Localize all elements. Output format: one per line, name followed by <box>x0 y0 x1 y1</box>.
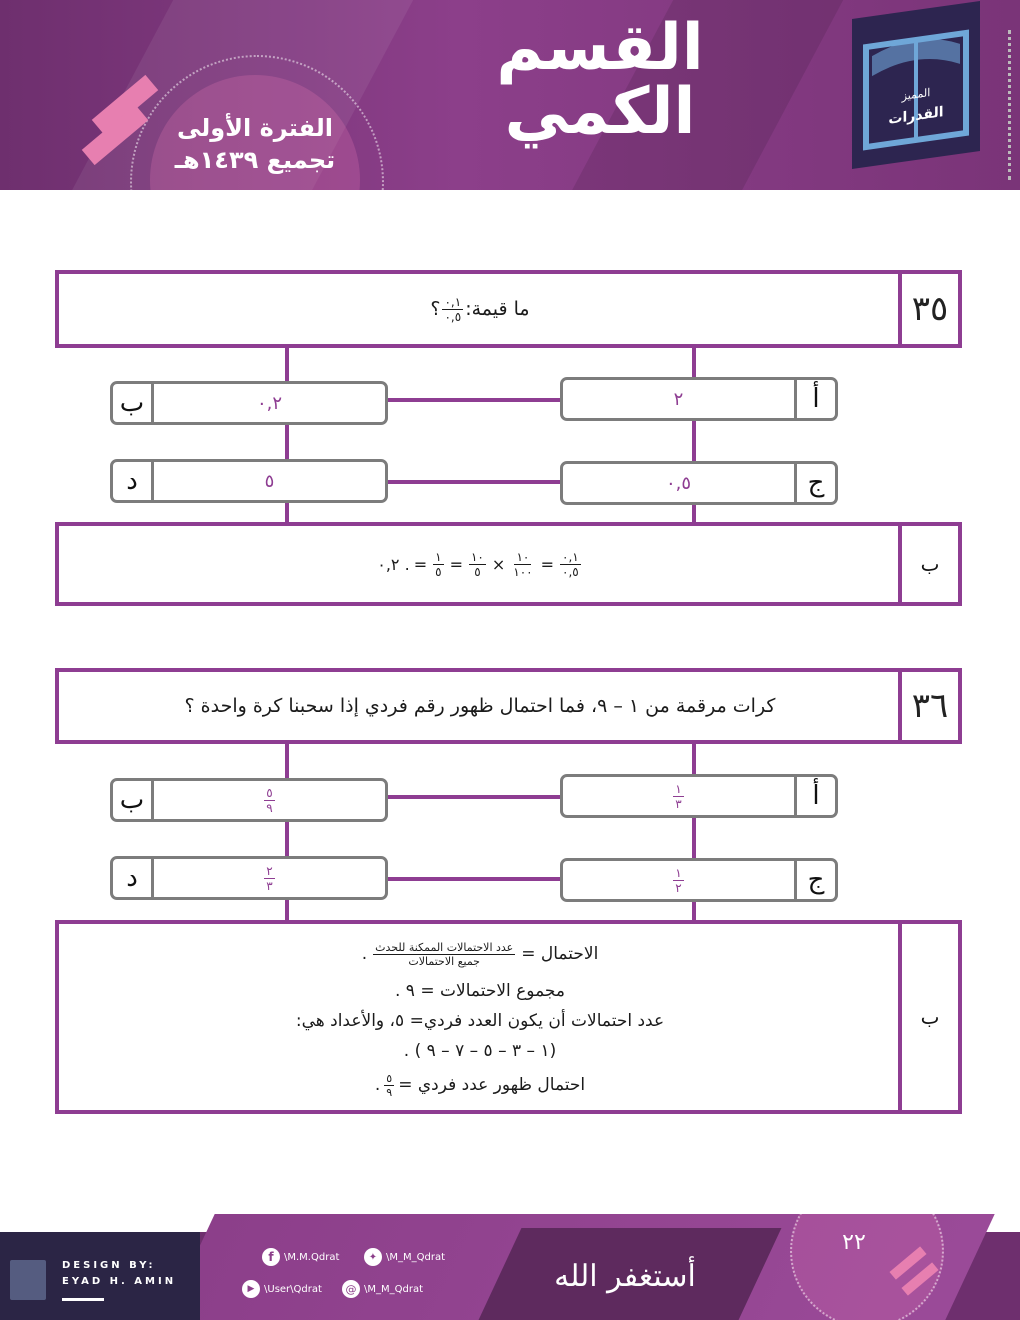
solution-fraction <box>469 551 486 578</box>
solution-line <box>59 932 901 976</box>
fraction-numerator: عدد الاحتمالات الممكنة للحدث <box>375 940 514 954</box>
solution-line: مجموع الاحتمالات = ٩ . <box>394 981 565 1001</box>
at-icon: @ <box>342 1280 360 1298</box>
twitter-link[interactable] <box>364 1248 445 1266</box>
facebook-icon: f <box>262 1248 280 1266</box>
fraction-numerator: ١ <box>675 865 682 880</box>
design-by-label: DESIGN BY: <box>62 1260 156 1271</box>
website-link[interactable] <box>342 1280 423 1298</box>
solution-fraction <box>560 551 581 578</box>
fraction-numerator: ١٠ <box>470 549 484 564</box>
equals-sign: = <box>413 554 428 574</box>
logo <box>852 1 980 169</box>
solution-line: (١ – ٣ – ٥ – ٧ – ٩ ) . <box>403 1041 557 1061</box>
connector-line <box>388 398 560 402</box>
dotted-edge <box>1008 30 1019 180</box>
fraction-denominator: ٣ <box>266 878 273 893</box>
solution-fraction <box>384 1073 394 1098</box>
fraction-denominator: جميع الاحتمالات <box>408 954 480 968</box>
solution-fraction <box>433 551 443 578</box>
option-c[interactable] <box>560 461 838 505</box>
fraction-numerator: ٥ <box>386 1071 393 1085</box>
option-value: ٠,٥ <box>665 472 692 494</box>
page-footer <box>0 1214 1020 1320</box>
question-text: ما قيمة: <box>465 298 530 320</box>
option-value: ٢ <box>673 388 684 410</box>
equals-sign: = <box>540 554 555 574</box>
answer-letter: ب <box>898 920 962 1114</box>
solution-text: احتمال ظهور عدد فردي = <box>398 1075 586 1095</box>
question-number: ٣٥ <box>898 270 962 348</box>
option-label: د <box>113 859 154 897</box>
option-value <box>563 777 794 815</box>
solution-fraction <box>373 942 515 967</box>
option-label: ج <box>794 861 835 899</box>
fraction-numerator: ١ <box>675 781 682 796</box>
page-header <box>0 0 1020 190</box>
option-d[interactable] <box>110 459 388 503</box>
youtube-handle: \User\Qdrat <box>264 1283 322 1295</box>
option-b[interactable] <box>110 778 388 822</box>
fraction-denominator: ٥ <box>474 564 481 579</box>
fraction-numerator: ٢ <box>266 863 273 878</box>
section-title <box>420 12 780 148</box>
option-label: أ <box>794 380 835 418</box>
option-label: أ <box>794 777 835 815</box>
connector-line <box>388 480 560 484</box>
fraction-numerator: ٥ <box>266 785 273 800</box>
logo-text-2: القدرات <box>888 104 944 128</box>
solution-line: عدد احتمالات أن يكون العدد فردي= ٥، والأعداد هي: <box>295 1011 665 1031</box>
fraction-denominator: ٣ <box>675 796 682 811</box>
fraction-numerator: ٠,١ <box>562 549 579 564</box>
facebook-link[interactable] <box>262 1248 339 1266</box>
title-line-2: الكمي <box>504 75 696 149</box>
designer-name: EYAD H. AMIN <box>62 1276 177 1287</box>
equals-sign: = <box>449 554 463 574</box>
facebook-handle: \M.M.Qdrat <box>284 1251 340 1263</box>
option-c[interactable] <box>560 858 838 902</box>
website-handle: \M_M_Qdrat <box>364 1283 424 1295</box>
fraction-denominator: ٩ <box>386 1085 393 1099</box>
period-label <box>140 112 370 176</box>
option-d[interactable] <box>110 856 388 900</box>
fraction-denominator: ٠,٥ <box>444 309 462 324</box>
question-number: ٣٦ <box>898 668 962 744</box>
designer-signature-icon <box>10 1260 46 1300</box>
fraction-numerator: ٠,١ <box>444 294 462 309</box>
twitter-handle: \M_M_Qdrat <box>386 1251 446 1263</box>
question-fraction <box>442 296 463 323</box>
solution-text: . <box>361 944 368 964</box>
calligraphy-text: أستغفر الله <box>554 1258 696 1294</box>
fraction-numerator: ١٠ <box>516 549 530 564</box>
fraction-denominator: ٥ <box>435 564 442 579</box>
option-label: ب <box>113 781 154 819</box>
answer-letter: ب <box>898 522 962 606</box>
option-b[interactable] <box>110 381 388 425</box>
solution-box <box>55 522 905 606</box>
fraction-denominator: ٩ <box>266 800 273 815</box>
solution-result: ٠,٢ . <box>377 554 410 574</box>
question-text-box <box>55 668 905 744</box>
period-line-2: تجميع ١٤٣٩هـ <box>174 146 336 174</box>
option-label: ب <box>113 384 154 422</box>
youtube-icon: ▶ <box>242 1280 260 1298</box>
solution-box <box>55 920 905 1114</box>
period-line-1: الفترة الأولى <box>176 114 334 142</box>
times-sign: × <box>491 554 506 574</box>
solution-line <box>59 1066 901 1104</box>
fraction-numerator: ١ <box>435 549 442 564</box>
fraction-denominator: ٢ <box>675 880 682 895</box>
question-text-box <box>55 270 905 348</box>
option-value <box>563 861 794 899</box>
solution-text: . <box>374 1075 381 1095</box>
question-text: كرات مرقمة من ١ – ٩، فما احتمال ظهور رقم فردي إذا سحبنا كرة واحدة ؟ <box>184 695 776 717</box>
option-label: ج <box>794 464 835 502</box>
option-label: د <box>113 462 154 500</box>
option-value <box>154 859 385 897</box>
option-value <box>154 781 385 819</box>
option-value: ٥ <box>264 470 275 492</box>
twitter-icon: ✦ <box>364 1248 382 1266</box>
divider <box>62 1298 104 1301</box>
fraction-denominator: ١٠٠ <box>513 564 533 579</box>
option-a[interactable] <box>560 377 838 421</box>
question-mark: ؟ <box>430 298 441 320</box>
logo-text-1: المميز <box>901 85 931 104</box>
connector-line <box>388 795 560 799</box>
title-line-1: القسم <box>496 11 704 85</box>
fraction-denominator: ٠,٥ <box>562 564 579 579</box>
solution-text: الاحتمال = <box>521 944 599 964</box>
solution-fraction <box>511 551 534 578</box>
youtube-link[interactable] <box>242 1280 322 1298</box>
option-value: ٠,٢ <box>256 392 283 414</box>
option-a[interactable] <box>560 774 838 818</box>
page-number: ٢٢ <box>842 1230 866 1255</box>
connector-line <box>388 877 560 881</box>
